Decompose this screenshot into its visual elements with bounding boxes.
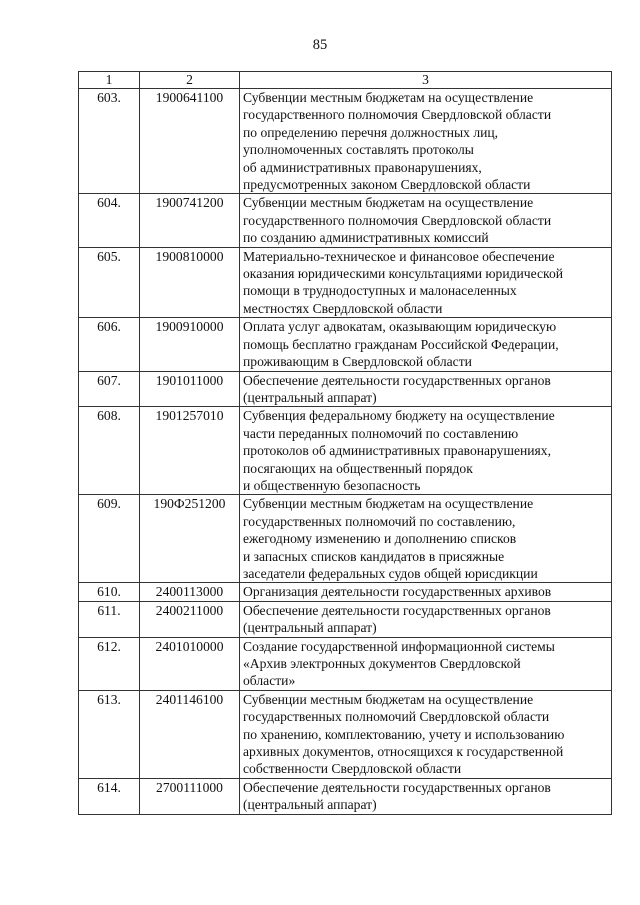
description-line: Субвенции местным бюджетам на осуществление [243, 496, 534, 512]
description-line: государственного полномочия Свердловской области [243, 212, 552, 228]
description-line: предусмотренных законом Свердловской области [243, 177, 531, 193]
description-line: «Архив электронных документов Свердловской [243, 656, 521, 671]
item-description [240, 89, 612, 194]
description-line: помощь бесплатно гражданам Российской Федерации, [243, 336, 559, 352]
row-number: 614. [79, 778, 140, 814]
item-description [240, 778, 612, 814]
classification-code: 190Ф251200 [140, 495, 240, 583]
row-number: 611. [79, 601, 140, 637]
description-line: собственности Свердловской области [243, 761, 462, 777]
description-line: по созданию административных комиссий [243, 230, 489, 246]
item-description [240, 583, 612, 601]
description-line: архивных документов, относящихся к государственной [243, 744, 564, 760]
budget-classification-table [78, 71, 612, 815]
table-row [79, 318, 612, 371]
classification-code: 1901257010 [140, 407, 240, 495]
classification-code: 2401010000 [140, 637, 240, 690]
table-row [79, 601, 612, 637]
item-description [240, 318, 612, 371]
description-line: Обеспечение деятельности государственных органов [243, 602, 551, 618]
row-number: 603. [79, 89, 140, 194]
table-row [79, 637, 612, 690]
table-row [79, 778, 612, 814]
classification-code: 2400211000 [140, 601, 240, 637]
description-line: уполномоченных составлять протоколы [243, 142, 474, 158]
row-number: 607. [79, 371, 140, 407]
row-number: 604. [79, 194, 140, 247]
description-line: проживающим в Свердловской области [243, 354, 472, 370]
row-number: 613. [79, 690, 140, 778]
description-line: государственного полномочия Свердловской области [243, 107, 552, 123]
description-line: Обеспечение деятельности государственных органов [243, 372, 551, 388]
description-line: Обеспечение деятельности государственных органов [243, 779, 551, 795]
description-line: ежегодному изменению и дополнению списков [243, 531, 517, 547]
description-line: Материально-техническое и финансовое обеспечение [243, 248, 555, 264]
description-line: (центральный аппарат) [243, 389, 377, 405]
description-line: Субвенции местным бюджетам на осуществление [243, 691, 534, 707]
table-row [79, 89, 612, 194]
description-line: протоколов об административных правонарушениях, [243, 443, 551, 459]
table-header-row [79, 72, 612, 89]
classification-code: 2700111000 [140, 778, 240, 814]
classification-code: 1901011000 [140, 371, 240, 407]
page-number: 85 [312, 37, 328, 53]
description-line: Субвенции местным бюджетам на осуществление [243, 90, 534, 105]
classification-code: 2400113000 [140, 583, 240, 601]
table-row [79, 407, 612, 495]
row-number: 606. [79, 318, 140, 371]
description-line: Оплата услуг адвокатам, оказывающим юридическую [243, 319, 557, 335]
description-line: посягающих на общественный порядок [243, 460, 473, 476]
table-row [79, 495, 612, 583]
description-line: по хранению, комплектованию, учету и использованию [243, 726, 565, 742]
description-line: и запасных списков кандидатов в присяжные [243, 548, 505, 564]
row-number: 605. [79, 247, 140, 318]
table-row [79, 583, 612, 601]
column-header-description: 3 [240, 72, 612, 89]
description-line: заседатели федеральных судов общей юрисдикции [243, 565, 538, 581]
row-number: 612. [79, 637, 140, 690]
column-header-code: 2 [140, 72, 240, 89]
description-line: (центральный аппарат) [243, 620, 377, 636]
row-number: 610. [79, 583, 140, 601]
item-description [240, 690, 612, 778]
item-description [240, 247, 612, 318]
item-description [240, 495, 612, 583]
description-line: помощи в труднодоступных и малонаселенных [243, 283, 517, 299]
classification-code: 1900810000 [140, 247, 240, 318]
classification-code: 1900741200 [140, 194, 240, 247]
description-line: части переданных полномочий по составлению [243, 425, 519, 441]
table-body [79, 89, 612, 815]
item-description [240, 194, 612, 247]
description-line: об административных правонарушениях, [243, 159, 482, 175]
description-line: Субвенция федеральному бюджету на осуществление [243, 408, 555, 424]
table-row [79, 690, 612, 778]
table-row [79, 247, 612, 318]
classification-code: 1900641100 [140, 89, 240, 194]
classification-code: 1900910000 [140, 318, 240, 371]
description-line: местностях Свердловской области [243, 300, 443, 316]
row-number: 609. [79, 495, 140, 583]
description-line: и общественную безопасность [243, 477, 421, 493]
item-description [240, 371, 612, 407]
description-line: Субвенции местным бюджетам на осуществление [243, 195, 534, 211]
row-number: 608. [79, 407, 140, 495]
description-line: Создание государственной информационной системы [243, 638, 555, 654]
item-description [240, 407, 612, 495]
column-header-number: 1 [79, 72, 140, 89]
item-description [240, 601, 612, 637]
description-line: государственных полномочий по составлению, [243, 513, 516, 529]
table-row [79, 194, 612, 247]
table-row [79, 371, 612, 407]
item-description [240, 637, 612, 690]
description-line: оказания юридическими консультациями юридической [243, 266, 564, 282]
description-line: Организация деятельности государственных архивов [243, 584, 552, 600]
classification-code: 2401146100 [140, 690, 240, 778]
description-line: по определению перечня должностных лиц, [243, 124, 499, 140]
description-line: (центральный аппарат) [243, 797, 377, 813]
description-line: государственных полномочий Свердловской области [243, 709, 550, 725]
description-line: области» [243, 673, 296, 689]
